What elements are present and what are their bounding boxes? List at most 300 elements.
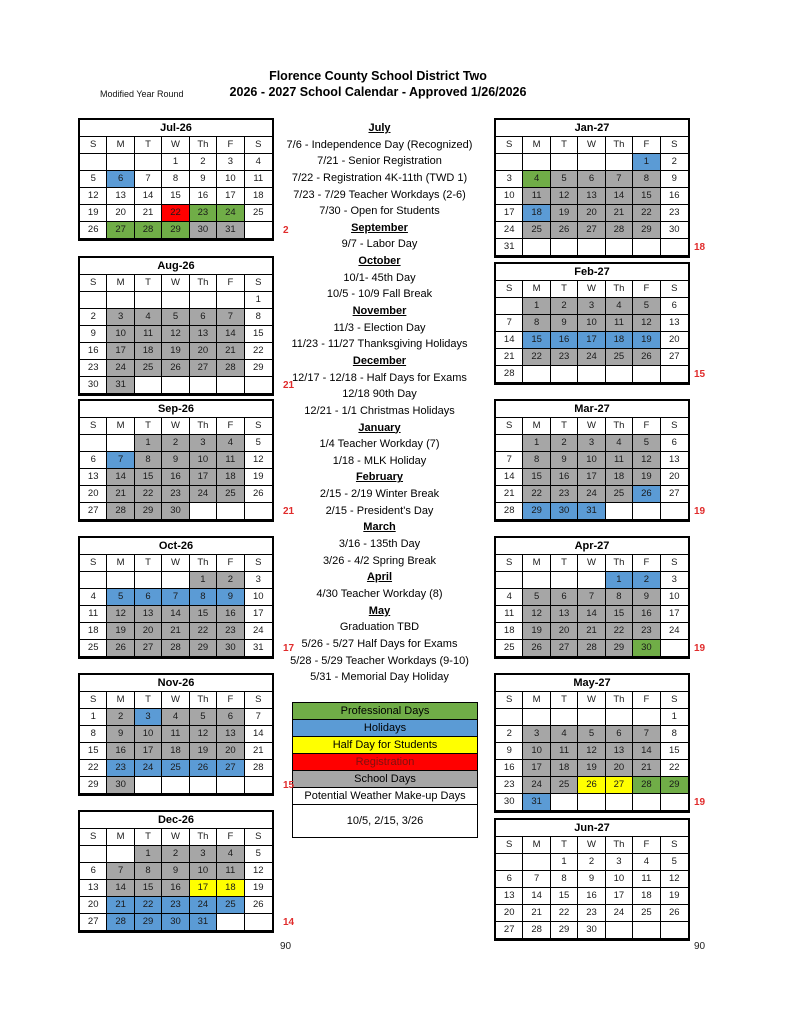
empty-day-cell: [496, 709, 523, 726]
day-cell: 3: [190, 435, 217, 452]
event-item: 1/18 - MLK Holiday: [332, 454, 427, 467]
school-day-count: 14: [283, 917, 295, 928]
day-cell: 6: [551, 589, 578, 606]
day-cell: 13: [135, 606, 162, 623]
day-cell: 18: [633, 888, 660, 905]
day-cell: 22: [551, 905, 578, 922]
day-cell: 23: [661, 205, 688, 222]
day-cell: 24: [606, 905, 633, 922]
day-cell: 20: [606, 760, 633, 777]
event-item: 7/30 - Open for Students: [319, 205, 440, 218]
day-header-cell: S: [661, 418, 688, 435]
day-cell: 2: [80, 309, 107, 326]
day-header-cell: Th: [606, 137, 633, 154]
day-cell: 12: [80, 188, 107, 205]
day-cell: 31: [190, 914, 217, 931]
day-cell: 26: [80, 222, 107, 239]
day-cell: 17: [578, 332, 605, 349]
day-cell: 5: [245, 435, 272, 452]
day-cell: 25: [80, 640, 107, 657]
month-calendar-oct-26: [78, 536, 274, 659]
day-header-cell: T: [135, 829, 162, 846]
day-cell: 29: [661, 777, 688, 794]
day-header-cell: W: [162, 275, 189, 292]
day-cell: 21: [578, 623, 605, 640]
school-day-count: 15: [694, 369, 706, 380]
day-cell: 11: [217, 452, 244, 469]
day-cell: 23: [162, 897, 189, 914]
empty-day-cell: [578, 794, 605, 811]
day-cell: 30: [162, 503, 189, 520]
day-cell: 26: [661, 905, 688, 922]
empty-day-cell: [245, 377, 272, 394]
day-cell: 9: [107, 726, 134, 743]
day-cell: 29: [633, 222, 660, 239]
empty-day-cell: [523, 366, 550, 383]
empty-day-cell: [496, 154, 523, 171]
day-header-cell: T: [551, 137, 578, 154]
day-cell: 16: [162, 469, 189, 486]
event-month-header: October: [358, 255, 401, 268]
month-calendar-jan-27: [494, 118, 690, 258]
day-header-cell: M: [107, 418, 134, 435]
day-cell: 26: [245, 486, 272, 503]
school-day-count: 17: [283, 643, 295, 654]
event-month-header: November: [352, 305, 407, 318]
day-cell: 23: [578, 905, 605, 922]
day-cell: 23: [633, 623, 660, 640]
day-cell: 2: [496, 726, 523, 743]
day-cell: 9: [551, 315, 578, 332]
day-cell: 22: [661, 760, 688, 777]
month-calendar-may-27: [494, 673, 690, 813]
day-cell: 15: [80, 743, 107, 760]
empty-day-cell: [190, 292, 217, 309]
day-cell: 13: [551, 606, 578, 623]
event-item: 9/7 - Labor Day: [341, 238, 418, 251]
day-header-cell: W: [162, 555, 189, 572]
event-item: 11/3 - Election Day: [333, 321, 426, 334]
empty-day-cell: [217, 777, 244, 794]
empty-day-cell: [551, 709, 578, 726]
day-header-cell: M: [107, 829, 134, 846]
day-cell: 10: [190, 863, 217, 880]
day-header-cell: F: [633, 281, 660, 298]
calendar-approval-title: 2026 - 2027 School Calendar - Approved 1/26/2026: [229, 85, 527, 99]
day-cell: 25: [135, 360, 162, 377]
school-day-count: 21: [283, 506, 295, 517]
day-cell: 22: [606, 623, 633, 640]
day-header-cell: Th: [190, 137, 217, 154]
day-cell: 19: [190, 743, 217, 760]
day-cell: 31: [523, 794, 550, 811]
day-cell: 18: [162, 743, 189, 760]
day-cell: 25: [217, 486, 244, 503]
day-cell: 28: [523, 922, 550, 939]
day-header-cell: S: [496, 692, 523, 709]
day-header-cell: S: [80, 418, 107, 435]
day-cell: 1: [162, 154, 189, 171]
day-cell: 1: [661, 709, 688, 726]
day-header-cell: S: [496, 555, 523, 572]
day-header-cell: T: [551, 281, 578, 298]
day-cell: 25: [633, 905, 660, 922]
day-cell: 3: [661, 572, 688, 589]
empty-day-cell: [523, 854, 550, 871]
day-cell: 19: [633, 332, 660, 349]
legend-row-potential-weather-make-up-days: Potential Weather Make-up Days: [293, 788, 477, 805]
day-cell: 19: [162, 343, 189, 360]
day-cell: 30: [633, 640, 660, 657]
empty-day-cell: [551, 154, 578, 171]
day-cell: 21: [496, 486, 523, 503]
school-day-count: 19: [694, 506, 706, 517]
day-cell: 19: [551, 205, 578, 222]
day-cell: 24: [578, 349, 605, 366]
day-cell: 2: [551, 298, 578, 315]
day-cell: 1: [80, 709, 107, 726]
day-cell: 8: [135, 452, 162, 469]
day-header-cell: W: [162, 692, 189, 709]
day-cell: 8: [135, 863, 162, 880]
day-cell: 26: [245, 897, 272, 914]
day-cell: 11: [245, 171, 272, 188]
day-cell: 23: [107, 760, 134, 777]
day-cell: 27: [190, 360, 217, 377]
day-header-cell: S: [496, 837, 523, 854]
day-header-cell: T: [551, 555, 578, 572]
day-cell: 22: [162, 205, 189, 222]
month-title: Jul-26: [80, 120, 272, 137]
legend-makeup-dates: 10/5, 2/15, 3/26: [346, 815, 424, 827]
empty-day-cell: [661, 366, 688, 383]
day-cell: 25: [217, 897, 244, 914]
day-cell: 30: [217, 640, 244, 657]
events-column: [272, 120, 487, 686]
day-cell: 5: [190, 709, 217, 726]
day-cell: 19: [578, 760, 605, 777]
event-item: 7/23 - 7/29 Teacher Workdays (2-6): [293, 188, 466, 201]
day-header-cell: M: [523, 281, 550, 298]
day-header-cell: T: [551, 418, 578, 435]
day-cell: 8: [523, 315, 550, 332]
empty-day-cell: [190, 777, 217, 794]
day-cell: 10: [606, 871, 633, 888]
day-cell: 17: [190, 469, 217, 486]
day-header-cell: F: [633, 692, 660, 709]
day-cell: 10: [135, 726, 162, 743]
empty-day-cell: [551, 794, 578, 811]
month-calendar-dec-26: [78, 810, 274, 933]
event-item: 5/31 - Memorial Day Holiday: [310, 671, 449, 684]
empty-day-cell: [523, 572, 550, 589]
day-cell: 21: [633, 760, 660, 777]
day-cell: 15: [162, 188, 189, 205]
empty-day-cell: [496, 854, 523, 871]
event-item: 5/28 - 5/29 Teacher Workdays (9-10): [290, 654, 469, 667]
day-header-cell: S: [661, 281, 688, 298]
day-cell: 8: [80, 726, 107, 743]
day-cell: 28: [107, 503, 134, 520]
day-header-cell: S: [80, 137, 107, 154]
empty-day-cell: [578, 572, 605, 589]
day-cell: 8: [162, 171, 189, 188]
day-cell: 15: [190, 606, 217, 623]
event-item: 10/1- 45th Day: [343, 271, 416, 284]
day-cell: 13: [107, 188, 134, 205]
day-header-cell: M: [107, 137, 134, 154]
day-header-cell: Th: [190, 275, 217, 292]
day-cell: 25: [245, 205, 272, 222]
month-title: Sep-26: [80, 401, 272, 418]
day-header-cell: M: [523, 418, 550, 435]
day-cell: 11: [496, 606, 523, 623]
day-cell: 14: [496, 469, 523, 486]
day-cell: 17: [496, 205, 523, 222]
day-cell: 21: [217, 343, 244, 360]
day-cell: 29: [190, 640, 217, 657]
day-cell: 18: [496, 623, 523, 640]
day-cell: 14: [606, 188, 633, 205]
day-cell: 5: [578, 726, 605, 743]
day-cell: 19: [245, 880, 272, 897]
school-day-count: 18: [694, 242, 706, 253]
empty-day-cell: [523, 239, 550, 256]
empty-day-cell: [633, 239, 660, 256]
day-cell: 10: [661, 589, 688, 606]
day-cell: 6: [80, 863, 107, 880]
day-cell: 27: [80, 503, 107, 520]
day-cell: 7: [135, 171, 162, 188]
month-title: Jan-27: [496, 120, 688, 137]
day-cell: 3: [496, 171, 523, 188]
event-item: 2/15 - President's Day: [325, 504, 434, 517]
day-cell: 16: [551, 469, 578, 486]
day-cell: 3: [606, 854, 633, 871]
day-cell: 9: [633, 589, 660, 606]
day-cell: 27: [217, 760, 244, 777]
empty-day-cell: [496, 298, 523, 315]
day-cell: 7: [107, 863, 134, 880]
day-header-cell: W: [578, 137, 605, 154]
day-cell: 6: [606, 726, 633, 743]
day-cell: 17: [245, 606, 272, 623]
month-title: May-27: [496, 675, 688, 692]
day-cell: 8: [661, 726, 688, 743]
day-header-cell: M: [523, 837, 550, 854]
day-cell: 28: [245, 760, 272, 777]
day-header-cell: M: [107, 275, 134, 292]
day-cell: 1: [135, 435, 162, 452]
day-header-cell: S: [661, 137, 688, 154]
day-cell: 24: [245, 623, 272, 640]
day-cell: 10: [217, 171, 244, 188]
empty-day-cell: [633, 922, 660, 939]
day-cell: 1: [633, 154, 660, 171]
day-cell: 4: [217, 846, 244, 863]
day-header-cell: S: [245, 137, 272, 154]
day-cell: 25: [551, 777, 578, 794]
event-item: 7/6 - Independence Day (Recognized): [286, 138, 473, 151]
empty-day-cell: [107, 572, 134, 589]
empty-day-cell: [107, 154, 134, 171]
empty-day-cell: [217, 914, 244, 931]
empty-day-cell: [661, 794, 688, 811]
day-cell: 4: [496, 589, 523, 606]
day-cell: 24: [578, 486, 605, 503]
month-calendar-sep-26: [78, 399, 274, 522]
day-cell: 20: [578, 205, 605, 222]
day-cell: 4: [523, 171, 550, 188]
day-cell: 5: [633, 298, 660, 315]
empty-day-cell: [578, 239, 605, 256]
day-cell: 6: [496, 871, 523, 888]
day-cell: 24: [190, 486, 217, 503]
day-cell: 12: [523, 606, 550, 623]
empty-day-cell: [135, 777, 162, 794]
day-cell: 14: [135, 188, 162, 205]
month-title: Apr-27: [496, 538, 688, 555]
day-cell: 29: [162, 222, 189, 239]
day-cell: 5: [162, 309, 189, 326]
day-cell: 26: [633, 486, 660, 503]
empty-day-cell: [633, 503, 660, 520]
day-cell: 2: [217, 572, 244, 589]
day-cell: 6: [661, 435, 688, 452]
day-cell: 7: [107, 452, 134, 469]
day-cell: 20: [661, 332, 688, 349]
empty-day-cell: [190, 503, 217, 520]
day-cell: 2: [578, 854, 605, 871]
month-title: Oct-26: [80, 538, 272, 555]
empty-day-cell: [578, 366, 605, 383]
day-header-cell: F: [217, 275, 244, 292]
day-cell: 31: [578, 503, 605, 520]
day-cell: 6: [190, 309, 217, 326]
day-cell: 14: [245, 726, 272, 743]
day-header-cell: S: [661, 837, 688, 854]
day-cell: 17: [107, 343, 134, 360]
day-cell: 29: [523, 503, 550, 520]
day-cell: 21: [606, 205, 633, 222]
day-cell: 22: [523, 349, 550, 366]
day-cell: 26: [162, 360, 189, 377]
empty-day-cell: [190, 377, 217, 394]
day-cell: 16: [496, 760, 523, 777]
day-header-cell: M: [523, 692, 550, 709]
day-cell: 11: [523, 188, 550, 205]
month-title: Nov-26: [80, 675, 272, 692]
day-cell: 10: [496, 188, 523, 205]
day-cell: 10: [578, 452, 605, 469]
day-cell: 13: [496, 888, 523, 905]
day-cell: 10: [107, 326, 134, 343]
day-cell: 2: [107, 709, 134, 726]
day-header-cell: T: [551, 837, 578, 854]
empty-day-cell: [162, 572, 189, 589]
day-cell: 14: [633, 743, 660, 760]
day-cell: 11: [551, 743, 578, 760]
day-cell: 1: [245, 292, 272, 309]
day-cell: 6: [80, 452, 107, 469]
day-cell: 17: [661, 606, 688, 623]
month-calendar-jun-27: [494, 818, 690, 941]
day-cell: 30: [162, 914, 189, 931]
day-cell: 27: [496, 922, 523, 939]
day-cell: 30: [190, 222, 217, 239]
day-cell: 13: [661, 452, 688, 469]
day-cell: 15: [245, 326, 272, 343]
day-cell: 13: [578, 188, 605, 205]
day-cell: 9: [162, 863, 189, 880]
day-cell: 23: [162, 486, 189, 503]
day-cell: 8: [633, 171, 660, 188]
day-cell: 1: [190, 572, 217, 589]
day-cell: 9: [162, 452, 189, 469]
empty-day-cell: [135, 572, 162, 589]
day-cell: 14: [496, 332, 523, 349]
day-cell: 21: [523, 905, 550, 922]
day-cell: 22: [80, 760, 107, 777]
day-cell: 9: [217, 589, 244, 606]
day-cell: 7: [523, 871, 550, 888]
day-cell: 12: [107, 606, 134, 623]
day-header-cell: F: [633, 418, 660, 435]
day-cell: 6: [661, 298, 688, 315]
empty-day-cell: [606, 154, 633, 171]
day-cell: 5: [551, 171, 578, 188]
day-cell: 5: [523, 589, 550, 606]
day-header-cell: S: [80, 692, 107, 709]
day-cell: 15: [135, 880, 162, 897]
page-title: [178, 68, 578, 100]
day-cell: 8: [606, 589, 633, 606]
day-cell: 16: [578, 888, 605, 905]
day-header-cell: F: [633, 837, 660, 854]
empty-day-cell: [80, 572, 107, 589]
day-cell: 24: [135, 760, 162, 777]
day-header-cell: S: [245, 275, 272, 292]
day-header-cell: W: [162, 137, 189, 154]
day-cell: 21: [496, 349, 523, 366]
day-cell: 3: [578, 298, 605, 315]
day-header-cell: M: [523, 555, 550, 572]
empty-day-cell: [162, 292, 189, 309]
day-cell: 20: [80, 897, 107, 914]
day-header-cell: Th: [606, 692, 633, 709]
empty-day-cell: [496, 435, 523, 452]
day-cell: 15: [606, 606, 633, 623]
event-month-header: December: [352, 354, 407, 367]
day-cell: 18: [245, 188, 272, 205]
day-cell: 15: [523, 332, 550, 349]
month-calendar-apr-27: [494, 536, 690, 659]
day-cell: 2: [633, 572, 660, 589]
empty-day-cell: [523, 154, 550, 171]
empty-day-cell: [245, 222, 272, 239]
empty-day-cell: [661, 503, 688, 520]
day-header-cell: T: [135, 418, 162, 435]
day-cell: 21: [107, 897, 134, 914]
event-item: 1/4 Teacher Workday (7): [319, 438, 440, 451]
day-cell: 13: [190, 326, 217, 343]
day-cell: 24: [661, 623, 688, 640]
day-cell: 7: [578, 589, 605, 606]
day-cell: 11: [633, 871, 660, 888]
day-cell: 4: [217, 435, 244, 452]
event-item: 12/17 - 12/18 - Half Days for Exams: [292, 371, 467, 384]
event-month-header: April: [366, 571, 393, 584]
